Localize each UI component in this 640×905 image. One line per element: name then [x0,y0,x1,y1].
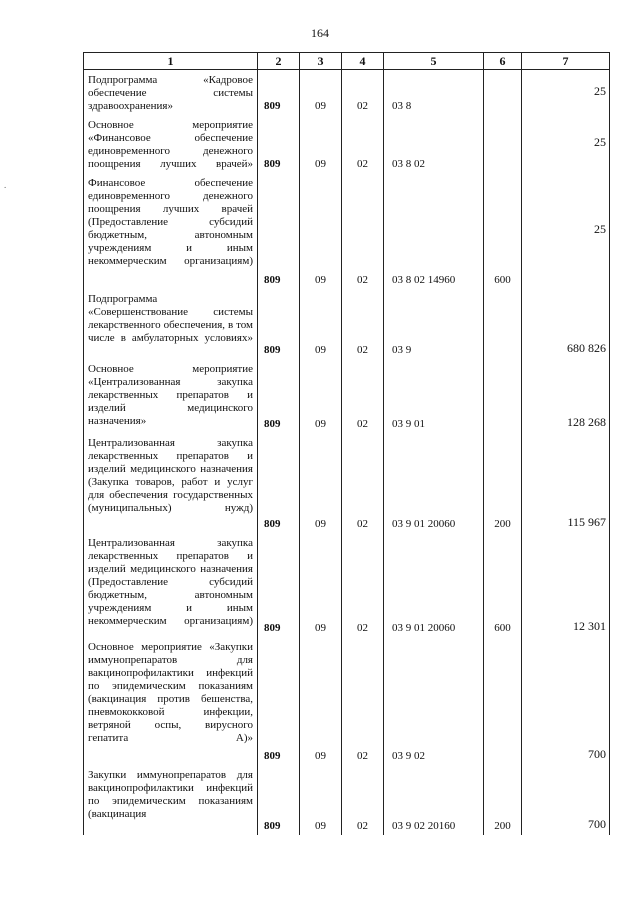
table-row [84,533,610,637]
row-section: 09 [300,533,342,637]
row-subsection: 02 [342,70,384,116]
row-article: 03 8 02 14960 [384,173,484,289]
row-code: 809 [258,359,300,433]
row-article: 03 9 02 [384,637,484,765]
row-section: 09 [300,115,342,173]
row-sum: 25 [522,173,610,289]
row-type [484,289,522,359]
header-col-article: 5 [384,53,484,70]
header-col-section: 3 [300,53,342,70]
row-type: 600 [484,173,522,289]
row-sum: 25 [522,70,610,116]
row-article: 03 9 01 20060 [384,433,484,533]
row-type: 200 [484,433,522,533]
row-subsection: 02 [342,533,384,637]
table-row [84,70,610,116]
table-row [84,173,610,289]
budget-table [83,52,610,835]
row-subsection: 02 [342,637,384,765]
row-sum: 12 301 [522,533,610,637]
table-row [84,765,610,835]
row-code: 809 [258,289,300,359]
row-subsection: 02 [342,765,384,835]
row-code: 809 [258,433,300,533]
row-section: 09 [300,765,342,835]
row-code: 809 [258,765,300,835]
row-name: Централизованная закупка лекарственных препаратов и изделий медицинского назначения (Предоставление субсидий бюджетным, автономным учреждениям и иным некоммерческим организациям) [84,533,258,637]
table-row [84,433,610,533]
margin-mark: . [4,180,7,190]
table-row [84,115,610,173]
row-type: 600 [484,533,522,637]
row-sum: 700 [522,637,610,765]
row-sum: 128 268 [522,359,610,433]
row-article: 03 9 01 [384,359,484,433]
row-type [484,70,522,116]
row-sum: 25 [522,115,610,173]
table-header-row [84,53,610,70]
row-section: 09 [300,70,342,116]
header-col-code: 2 [258,53,300,70]
row-section: 09 [300,289,342,359]
header-col-subsection: 4 [342,53,384,70]
row-sum: 700 [522,765,610,835]
row-sum: 115 967 [522,433,610,533]
row-section: 09 [300,433,342,533]
row-name: Закупки иммунопрепаратов для вакцинопрофилактики инфекций по эпидемическим показаниям (вакцинация [84,765,258,835]
table-row [84,359,610,433]
table-row [84,637,610,765]
row-section: 09 [300,173,342,289]
row-article: 03 9 02 20160 [384,765,484,835]
row-code: 809 [258,70,300,116]
row-name: Основное мероприятие «Централизованная закупка лекарственных препаратов и изделий медицинского назначения» [84,359,258,433]
row-code: 809 [258,637,300,765]
row-name: Подпрограмма «Кадровое обеспечение системы здравоохранения» [84,70,258,116]
row-subsection: 02 [342,359,384,433]
header-col-type: 6 [484,53,522,70]
row-type [484,359,522,433]
row-sum: 680 826 [522,289,610,359]
row-type [484,115,522,173]
row-article: 03 9 01 20060 [384,533,484,637]
table-row [84,289,610,359]
row-code: 809 [258,115,300,173]
header-col-name: 1 [84,53,258,70]
row-subsection: 02 [342,289,384,359]
row-article: 03 8 [384,70,484,116]
row-code: 809 [258,173,300,289]
row-name: Основное мероприятие «Финансовое обеспечение единовременного денежного поощрения лучших врачей» [84,115,258,173]
row-article: 03 8 02 [384,115,484,173]
row-name: Основное мероприятие «Закупки иммунопрепаратов для вакцинопрофилактики инфекций по эпидемическим показаниям (вакцинация против бешенства, пневмококковой инфекции, ветряной оспы, вирусного гепатита А)» [84,637,258,765]
row-article: 03 9 [384,289,484,359]
row-name: Подпрограмма «Совершенствование системы лекарственного обеспечения, в том числе в амбулаторных условиях» [84,289,258,359]
row-section: 09 [300,637,342,765]
row-subsection: 02 [342,433,384,533]
page-number: 164 [311,26,329,40]
row-name: Финансовое обеспечение единовременного денежного поощрения лучших врачей (Предоставление субсидий бюджетным, автономным учреждениям и иным некоммерческим организациям) [84,173,258,289]
row-type: 200 [484,765,522,835]
header-col-sum: 7 [522,53,610,70]
row-subsection: 02 [342,115,384,173]
row-name: Централизованная закупка лекарственных препаратов и изделий медицинского назначения (Закупка товаров, работ и услуг для обеспечения государственных (муниципальных) нужд) [84,433,258,533]
row-type [484,637,522,765]
row-code: 809 [258,533,300,637]
row-subsection: 02 [342,173,384,289]
row-section: 09 [300,359,342,433]
